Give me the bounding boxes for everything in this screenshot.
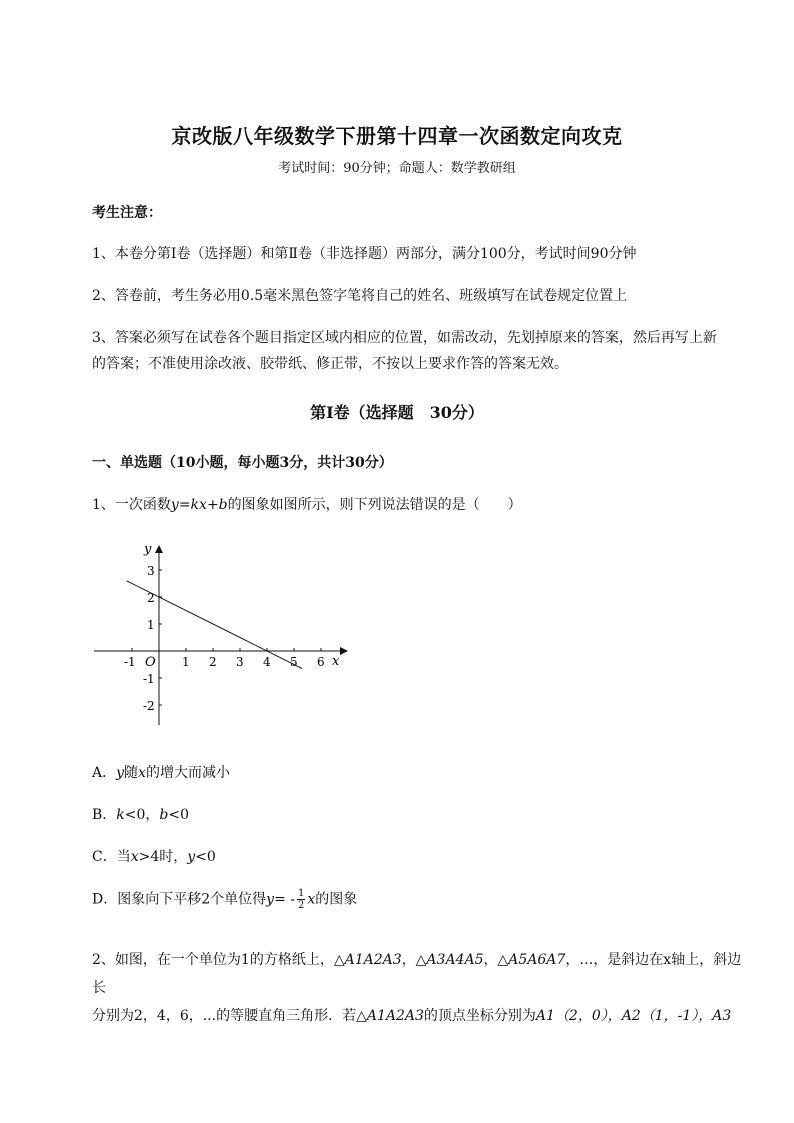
notice-item-2: 2、答卷前，考生务必用0.5毫米黑色签字笔将自己的姓名、班级填写在试卷规定位置上 <box>92 288 628 304</box>
page-title: 京改版八年级数学下册第十四章一次函数定向攻克 <box>171 124 623 148</box>
q1-suffix: 的图象如图所示，则下列说法错误的是（ ） <box>227 497 522 513</box>
notice-item-3-line-2: 的答案；不准使用涂改液、胶带纸、修正带，不按以上要求作答的答案无效。 <box>92 356 568 372</box>
question-1-stem <box>92 494 522 514</box>
q1-linear-graph <box>88 535 358 735</box>
fraction: $\frac{1}{2}$ <box>297 888 305 911</box>
notice-item-3-line-1: 3、答案必须写在试卷各个题目指定区域内相应的位置，如需改动，先划掉原来的答案，然后再写上新 <box>92 330 717 346</box>
x-tick-label: 4 <box>263 655 271 669</box>
y-tick-label: 2 <box>147 591 155 605</box>
part-title: 一、单选题（10小题，每小题3分，共计30分） <box>92 455 393 471</box>
x-tick-label: 1 <box>182 655 190 669</box>
x-tick-label: 5 <box>290 655 298 669</box>
x-tick-label: -1 <box>124 655 136 669</box>
notice-item-1: 1、本卷分第I卷（选择题）和第Ⅱ卷（非选择题）两部分，满分100分，考试时间90分钟 <box>92 246 637 262</box>
y-tick-label: -2 <box>143 699 155 713</box>
question-2-stem: 2、如图，在一个单位为1的方格纸上，△A1A2A3，△A3A4A5，△A5A6A7，…，是斜边在x轴上，斜边长 分别为2，4，6，...的等腰直角三角形．若△A1A2A3的顶点坐标分别为A1（2，0），A2（1，-1），A3 <box>92 952 742 1024</box>
y-tick-label: -1 <box>143 672 155 686</box>
y-tick-label: 3 <box>147 564 155 578</box>
exam-subtitle: 考试时间：90分钟；命题人：数学教研组 <box>278 161 516 176</box>
q1-option-a: A．y随x的增大而减小 <box>92 765 230 781</box>
y-tick-label: 1 <box>147 618 155 632</box>
axis-ticks <box>124 564 325 713</box>
q1-option-d: D．图象向下平移2个单位得y= - $\frac{1}{2}$ x的图象 <box>92 888 358 911</box>
q1-option-b: B．k<0，b<0 <box>92 807 190 823</box>
x-tick-label: 6 <box>317 655 325 669</box>
q1-option-c: C．当x>4时，y<0 <box>92 849 216 865</box>
y-axis-label: y <box>144 542 152 557</box>
origin-label: O <box>145 655 156 670</box>
q1-prefix: 1、一次函数 <box>92 497 171 513</box>
x-tick-label: 3 <box>236 655 244 669</box>
q1-formula: y=kx+b <box>170 497 228 513</box>
notice-heading: 考生注意： <box>92 205 162 221</box>
x-tick-label: 2 <box>209 655 217 669</box>
x-axis-label: x <box>332 654 340 669</box>
section-title: 第I卷（选择题 30分） <box>310 403 484 422</box>
